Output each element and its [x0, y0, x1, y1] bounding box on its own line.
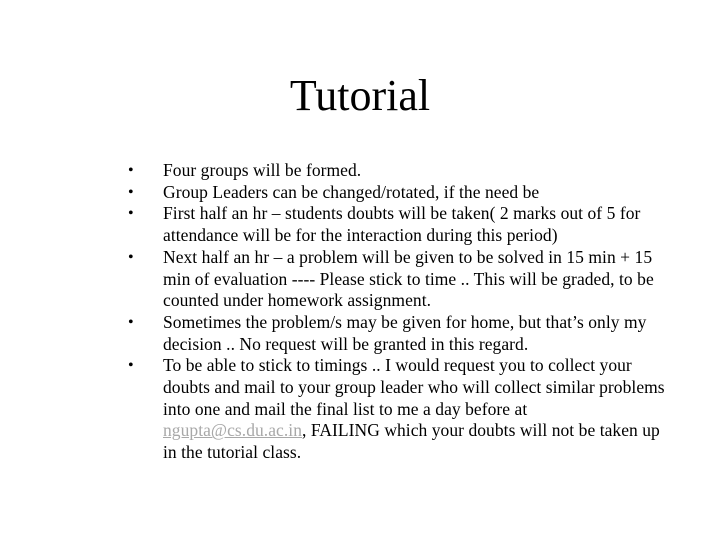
bullet-item — [128, 203, 668, 246]
bullet-item — [128, 355, 668, 464]
bullet-text: Sometimes the problem/s may be given for home, but that’s only my decision .. No request will be granted in this regard. — [163, 311, 647, 354]
bullet-dot-icon: • — [128, 183, 134, 201]
bullet-item — [128, 247, 668, 312]
bullet-text: Group Leaders can be changed/rotated, if the need be — [163, 181, 540, 202]
bullet-dot-icon: • — [128, 248, 134, 266]
bullet-text — [163, 355, 665, 462]
bullet-dot-icon: • — [128, 357, 134, 375]
bullet-text: Four groups will be formed. — [163, 160, 362, 180]
slide-title: Tutorial — [289, 71, 431, 120]
bullet-dot-icon: • — [128, 205, 134, 223]
bullet-dot-icon: • — [128, 313, 134, 331]
bullet-dot-icon: • — [128, 162, 134, 179]
bullet-item — [128, 160, 668, 182]
bullet-text-before: To be able to stick to timings .. I would request you to collect your doubts and mail to your group leader who will collect similar problems into one and mail the final list to me a day before at — [163, 355, 665, 419]
bullet-text: Next half an hr – a problem will be given to be solved in 15 min + 15 min of evaluation ---- Please stick to time .. This will be graded, to be counted under homework assignment. — [163, 246, 654, 311]
bullet-item — [128, 182, 668, 204]
bullet-list — [128, 160, 668, 464]
bullet-text-after: , FAILING which your doubts will not be taken up in the tutorial class. — [163, 420, 660, 463]
bullet-item — [128, 312, 668, 355]
email-link[interactable]: ngupta@cs.du.ac.in — [163, 420, 302, 441]
bullet-text: First half an hr – students doubts will be taken( 2 marks out of 5 for attendance will be for the interaction during this period) — [163, 203, 641, 246]
